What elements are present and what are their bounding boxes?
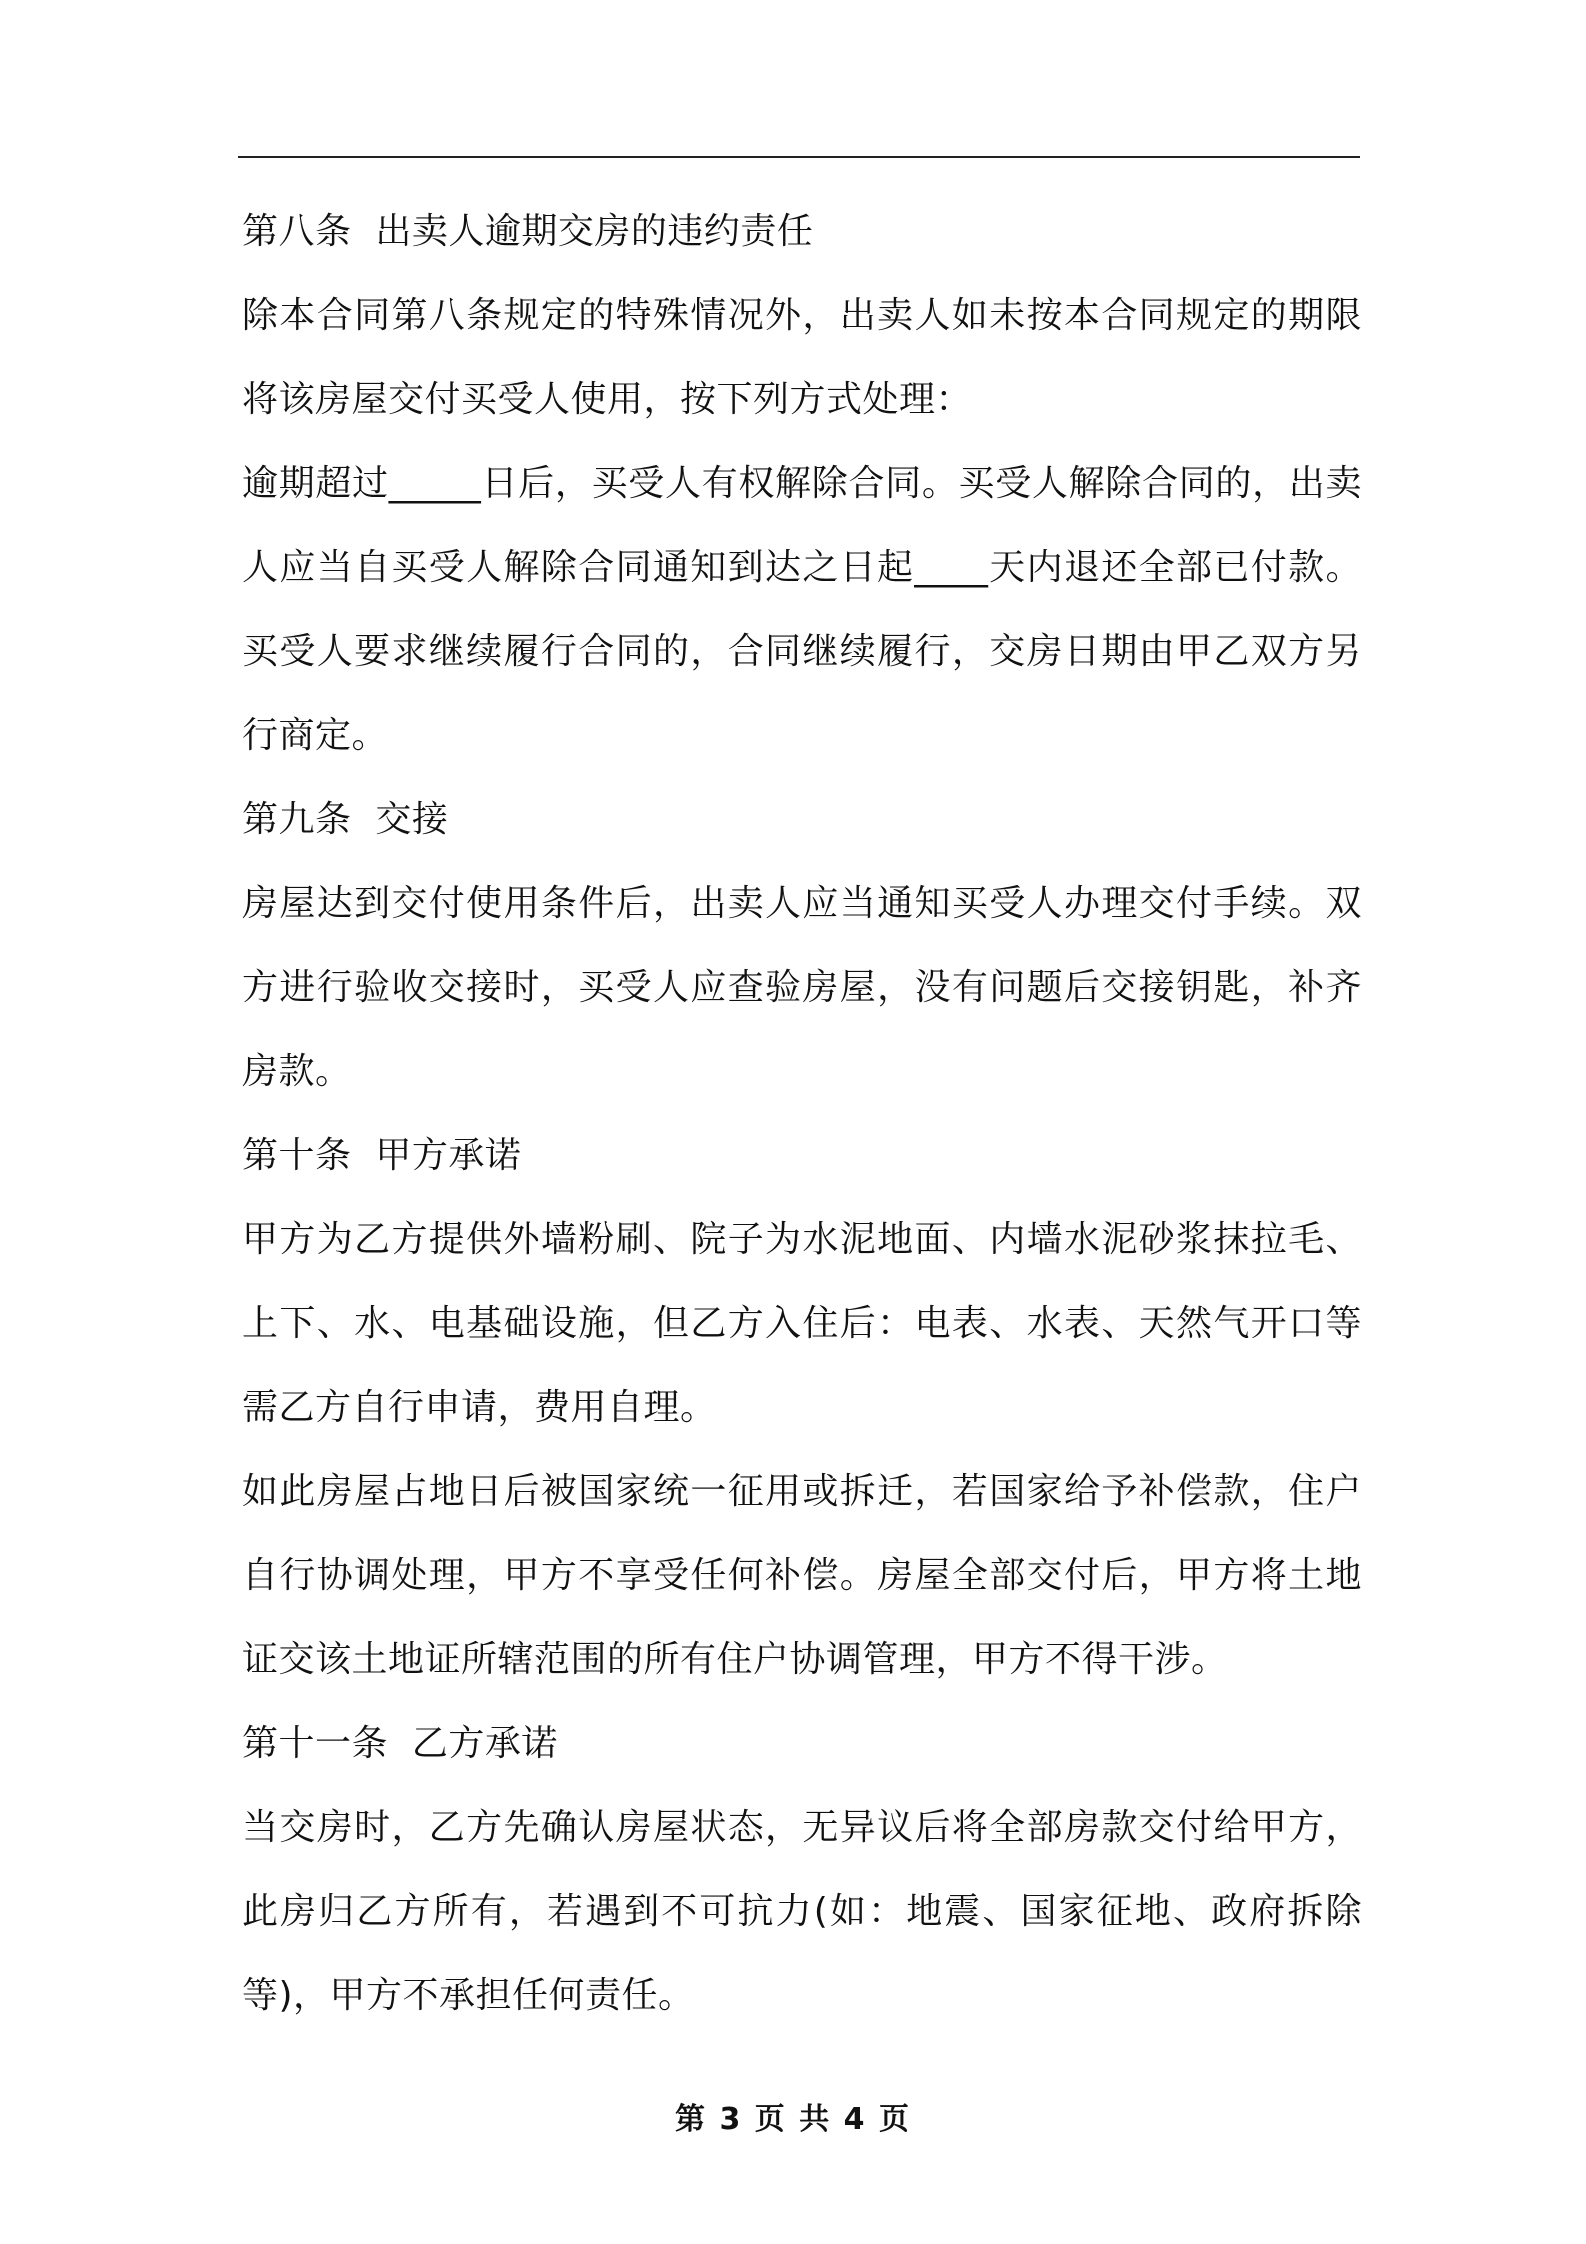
page-number-footer: 第 3 页 共 4 页 <box>675 2102 911 2137</box>
header-rule <box>238 156 1360 158</box>
article-8-heading: 第八条 出卖人逾期交房的违约责任 <box>242 211 814 252</box>
article-8-paragraph-1: 除本合同第八条规定的特殊情况外，出卖人如未按本合同规定的期限将该房屋交付买受人使用，按下列方式处理： <box>242 295 1362 420</box>
article-8-paragraph-2: 逾期超过_____日后，买受人有权解除合同。买受人解除合同的，出卖人应当自买受人解除合同通知到达之日起____天内退还全部已付款。买受人要求继续履行合同的，合同继续履行，交房日期由甲乙双方另行商定。 <box>242 463 1362 756</box>
article-10-paragraph-2: 如此房屋占地日后被国家统一征用或拆迁，若国家给予补偿款，住户自行协调处理，甲方不享受任何补偿。房屋全部交付后，甲方将土地证交该土地证所辖范围的所有住户协调管理，甲方不得干涉。 <box>242 1471 1362 1680</box>
document-body <box>242 190 1362 2038</box>
article-11-heading: 第十一条 乙方承诺 <box>242 1723 558 1764</box>
article-10-paragraph-1: 甲方为乙方提供外墙粉刷、院子为水泥地面、内墙水泥砂浆抹拉毛、上下、水、电基础设施，但乙方入住后：电表、水表、天然气开口等需乙方自行申请，费用自理。 <box>242 1219 1362 1428</box>
article-10-heading: 第十条 甲方承诺 <box>242 1135 522 1176</box>
article-11-paragraph-1: 当交房时，乙方先确认房屋状态，无异议后将全部房款交付给甲方，此房归乙方所有，若遇到不可抗力(如：地震、国家征地、政府拆除等)，甲方不承担任何责任。 <box>242 1807 1362 2016</box>
article-9-paragraph-1: 房屋达到交付使用条件后，出卖人应当通知买受人办理交付手续。双方进行验收交接时，买受人应查验房屋，没有问题后交接钥匙，补齐房款。 <box>242 883 1362 1092</box>
article-9-heading: 第九条 交接 <box>242 799 449 840</box>
